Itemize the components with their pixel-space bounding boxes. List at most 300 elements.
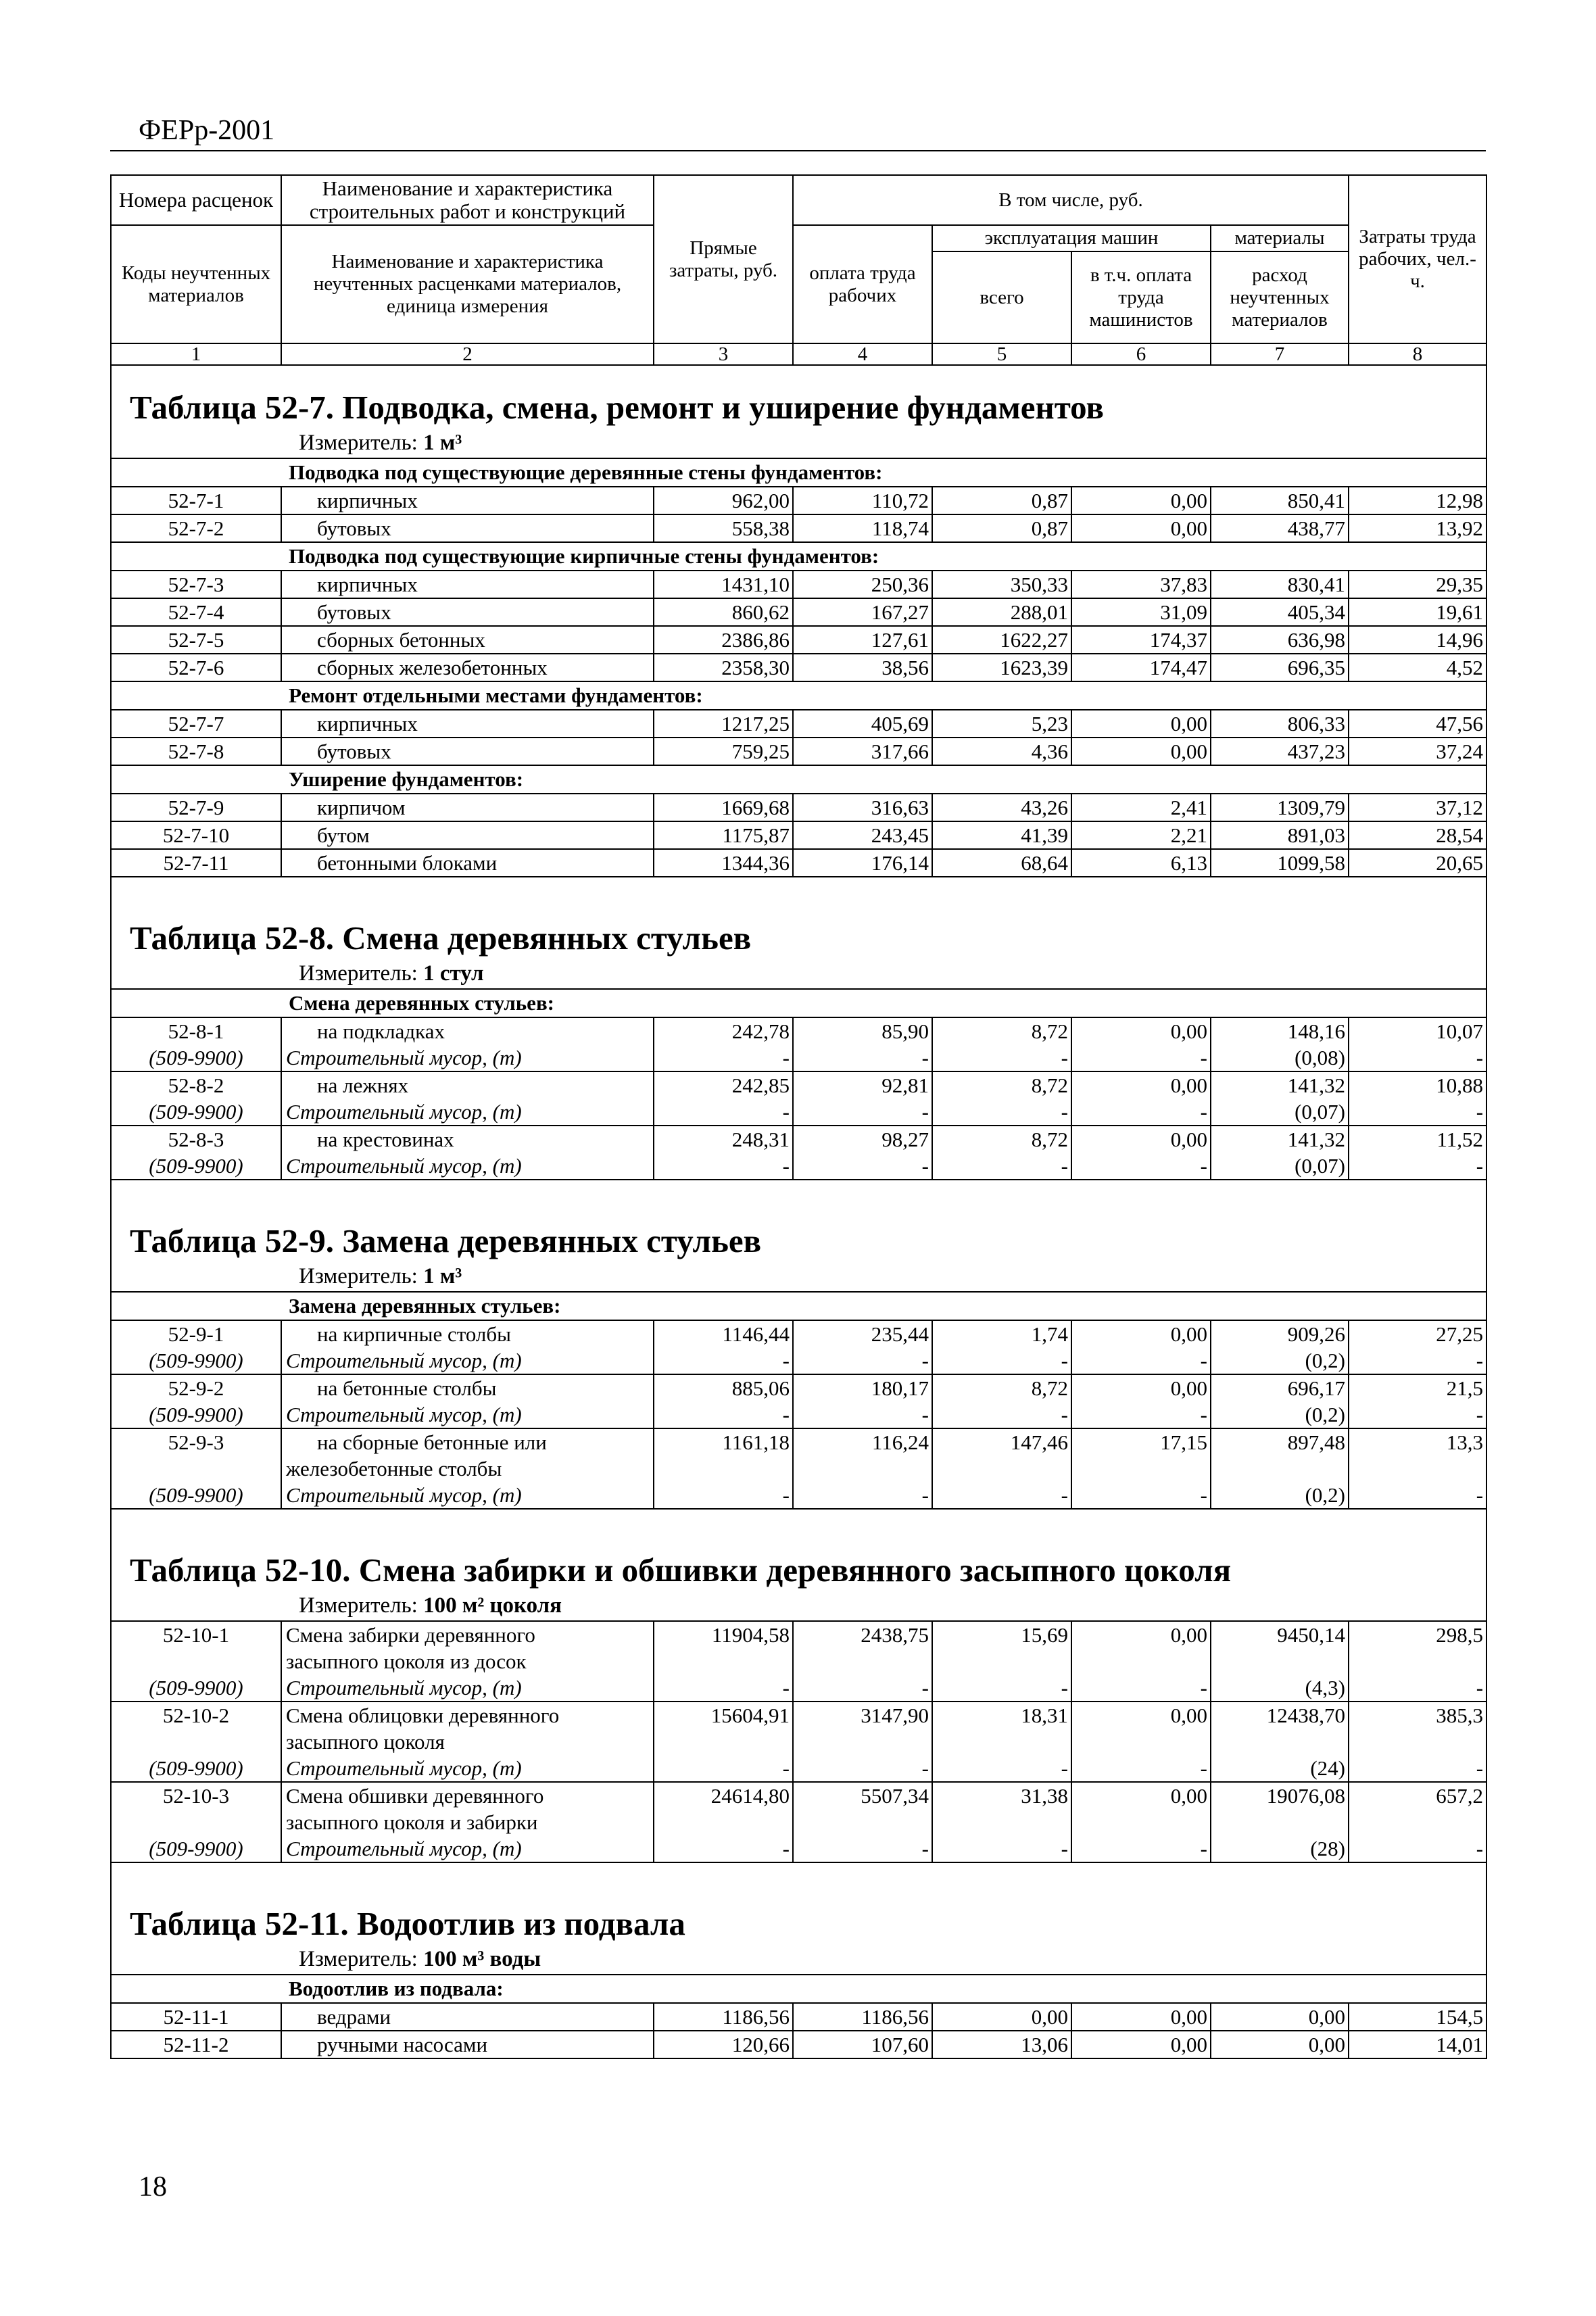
wage-cost: 317,66 bbox=[793, 738, 932, 765]
wage-cost: 85,90 bbox=[793, 1017, 932, 1044]
direct-cost: 860,62 bbox=[654, 598, 793, 626]
materials-cost: 0,00 bbox=[1211, 2031, 1349, 2058]
section-heading: Ремонт отдельными местами фундаментов: bbox=[111, 681, 1486, 710]
header-name-top: Наименование и характеристика строительных работ и конструкций bbox=[281, 175, 654, 225]
machines-wage: 0,00 bbox=[1071, 1374, 1211, 1401]
rate-code: 52-7-7 bbox=[111, 710, 281, 738]
wage-cost: 1186,56 bbox=[793, 2003, 932, 2031]
work-name: на сборные бетонные или bbox=[281, 1428, 654, 1455]
column-number: 1 bbox=[111, 343, 281, 365]
material-machines-wage: - bbox=[1071, 1755, 1211, 1782]
material-name: Строительный мусор, (т) bbox=[281, 1755, 654, 1782]
unit-value: 100 м³ воды bbox=[423, 1947, 541, 1971]
machines-total: 8,72 bbox=[932, 1071, 1071, 1099]
machines-wage: 17,15 bbox=[1071, 1428, 1211, 1455]
direct-cost: 11904,58 bbox=[654, 1621, 793, 1648]
material-name: Строительный мусор, (т) bbox=[281, 1835, 654, 1862]
materials-cost: 141,32 bbox=[1211, 1126, 1349, 1153]
table-52-7 bbox=[110, 366, 1487, 896]
table-row bbox=[111, 1126, 1486, 1153]
materials-cost: 9450,14 bbox=[1211, 1621, 1349, 1648]
labor-hours: 154,5 bbox=[1349, 2003, 1486, 2031]
wage-cost: 167,27 bbox=[793, 598, 932, 626]
material-direct-cost: - bbox=[654, 1835, 793, 1862]
work-name: ведрами bbox=[281, 2003, 654, 2031]
header-direct-costs: Прямые затраты, руб. bbox=[654, 175, 793, 343]
machines-total: 43,26 bbox=[932, 794, 1071, 821]
machines-wage: 0,00 bbox=[1071, 2031, 1211, 2058]
machines-total: 0,87 bbox=[932, 487, 1071, 514]
machines-wage: 0,00 bbox=[1071, 1071, 1211, 1099]
table-row bbox=[111, 1320, 1486, 1347]
material-wage-cost: - bbox=[793, 1835, 932, 1862]
direct-cost: 1161,18 bbox=[654, 1428, 793, 1455]
wage-cost: 116,24 bbox=[793, 1428, 932, 1455]
table-row bbox=[111, 849, 1486, 877]
header-name-bottom: Наименование и характеристика неучтенных расценками материалов, единица измерения bbox=[281, 225, 654, 343]
rate-code: 52-7-11 bbox=[111, 849, 281, 877]
material-name: Строительный мусор, (т) bbox=[281, 1482, 654, 1509]
rate-code: 52-11-1 bbox=[111, 2003, 281, 2031]
unit-value: 100 м² цоколя bbox=[423, 1593, 562, 1618]
work-name: на лежнях bbox=[281, 1071, 654, 1099]
direct-cost: 24614,80 bbox=[654, 1782, 793, 1809]
work-name: Смена облицовки деревянного bbox=[281, 1702, 654, 1729]
rate-code: 52-7-2 bbox=[111, 514, 281, 542]
table-row bbox=[111, 1702, 1486, 1729]
wage-cost: 250,36 bbox=[793, 571, 932, 598]
rate-code: 52-8-1 bbox=[111, 1017, 281, 1044]
header-wage: оплата труда рабочих bbox=[793, 225, 932, 343]
rate-code: 52-8-3 bbox=[111, 1126, 281, 1153]
material-wage-cost: - bbox=[793, 1482, 932, 1509]
material-labor-hours: - bbox=[1349, 1153, 1486, 1180]
machines-wage: 0,00 bbox=[1071, 1782, 1211, 1809]
machines-wage: 0,00 bbox=[1071, 1702, 1211, 1729]
header-materials: материалы bbox=[1211, 225, 1349, 251]
column-number: 3 bbox=[654, 343, 793, 365]
work-name: кирпичных bbox=[281, 710, 654, 738]
materials-cost: 438,77 bbox=[1211, 514, 1349, 542]
work-name: кирпичных bbox=[281, 571, 654, 598]
material-machines-wage: - bbox=[1071, 1153, 1211, 1180]
material-materials-cost: (0,07) bbox=[1211, 1153, 1349, 1180]
table-row bbox=[111, 598, 1486, 626]
materials-cost: 696,35 bbox=[1211, 654, 1349, 681]
material-direct-cost: - bbox=[654, 1099, 793, 1126]
work-name: бутом bbox=[281, 821, 654, 849]
rate-code: 52-9-2 bbox=[111, 1374, 281, 1401]
table-row bbox=[111, 2003, 1486, 2031]
rate-code: 52-11-2 bbox=[111, 2031, 281, 2058]
material-direct-cost: - bbox=[654, 1347, 793, 1374]
section-heading: Подводка под существующие деревянные стены фундаментов: bbox=[111, 458, 1486, 487]
section-heading: Водоотлив из подвала: bbox=[111, 1975, 1486, 2003]
material-row bbox=[111, 1044, 1486, 1071]
column-number: 6 bbox=[1071, 343, 1211, 365]
wage-cost: 3147,90 bbox=[793, 1702, 932, 1729]
labor-hours: 10,88 bbox=[1349, 1071, 1486, 1099]
machines-total: 1622,27 bbox=[932, 626, 1071, 654]
table-title: Таблица 52-7. Подводка, смена, ремонт и уширение фундаментов bbox=[111, 366, 1486, 428]
machines-wage: 0,00 bbox=[1071, 487, 1211, 514]
materials-cost: 909,26 bbox=[1211, 1320, 1349, 1347]
work-name-cont: железобетонные столбы bbox=[281, 1455, 654, 1482]
machines-total: 13,06 bbox=[932, 2031, 1071, 2058]
machines-total: 8,72 bbox=[932, 1017, 1071, 1044]
material-machines-total: - bbox=[932, 1482, 1071, 1509]
column-number: 7 bbox=[1211, 343, 1349, 365]
table-row bbox=[111, 626, 1486, 654]
labor-hours: 10,07 bbox=[1349, 1017, 1486, 1044]
material-code: (509-9900) bbox=[111, 1482, 281, 1509]
rate-tables bbox=[110, 366, 1486, 2059]
rate-code: 52-10-2 bbox=[111, 1702, 281, 1729]
labor-hours: 13,3 bbox=[1349, 1428, 1486, 1455]
machines-wage: 37,83 bbox=[1071, 571, 1211, 598]
rate-code: 52-7-5 bbox=[111, 626, 281, 654]
material-machines-wage: - bbox=[1071, 1099, 1211, 1126]
material-wage-cost: - bbox=[793, 1401, 932, 1428]
machines-wage: 2,41 bbox=[1071, 794, 1211, 821]
material-row bbox=[111, 1099, 1486, 1126]
materials-cost: 405,34 bbox=[1211, 598, 1349, 626]
material-machines-wage: - bbox=[1071, 1401, 1211, 1428]
material-machines-total: - bbox=[932, 1153, 1071, 1180]
table-unit bbox=[111, 959, 1486, 989]
rate-code: 52-8-2 bbox=[111, 1071, 281, 1099]
section-heading: Замена деревянных стульев: bbox=[111, 1292, 1486, 1320]
materials-cost: 148,16 bbox=[1211, 1017, 1349, 1044]
machines-wage: 0,00 bbox=[1071, 1621, 1211, 1648]
work-name: ручными насосами bbox=[281, 2031, 654, 2058]
table-row bbox=[111, 487, 1486, 514]
materials-cost: 636,98 bbox=[1211, 626, 1349, 654]
labor-hours: 47,56 bbox=[1349, 710, 1486, 738]
direct-cost: 248,31 bbox=[654, 1126, 793, 1153]
direct-cost: 2358,30 bbox=[654, 654, 793, 681]
direct-cost: 1669,68 bbox=[654, 794, 793, 821]
running-head: ФЕРр-2001 bbox=[139, 115, 275, 146]
labor-hours: 14,01 bbox=[1349, 2031, 1486, 2058]
direct-cost: 759,25 bbox=[654, 738, 793, 765]
machines-wage: 0,00 bbox=[1071, 2003, 1211, 2031]
material-materials-cost: (28) bbox=[1211, 1835, 1349, 1862]
material-row bbox=[111, 1835, 1486, 1862]
material-materials-cost: (0,2) bbox=[1211, 1401, 1349, 1428]
table-unit bbox=[111, 1591, 1486, 1621]
materials-cost: 437,23 bbox=[1211, 738, 1349, 765]
machines-wage: 0,00 bbox=[1071, 710, 1211, 738]
direct-cost: 1344,36 bbox=[654, 849, 793, 877]
header-materials-use: расход неучтенных материалов bbox=[1211, 251, 1349, 343]
material-materials-cost: (4,3) bbox=[1211, 1674, 1349, 1702]
direct-cost: 15604,91 bbox=[654, 1702, 793, 1729]
direct-cost: 1146,44 bbox=[654, 1320, 793, 1347]
material-machines-wage: - bbox=[1071, 1835, 1211, 1862]
section-heading: Уширение фундаментов: bbox=[111, 765, 1486, 794]
material-code: (509-9900) bbox=[111, 1044, 281, 1071]
material-name: Строительный мусор, (т) bbox=[281, 1099, 654, 1126]
material-materials-cost: (0,2) bbox=[1211, 1347, 1349, 1374]
machines-total: 15,69 bbox=[932, 1621, 1071, 1648]
work-name: бутовых bbox=[281, 738, 654, 765]
material-direct-cost: - bbox=[654, 1674, 793, 1702]
header-including: В том числе, руб. bbox=[793, 175, 1349, 225]
materials-cost: 806,33 bbox=[1211, 710, 1349, 738]
direct-cost: 1217,25 bbox=[654, 710, 793, 738]
unit-value: 1 м³ bbox=[423, 431, 462, 455]
material-materials-cost: (0,2) bbox=[1211, 1482, 1349, 1509]
wage-cost: 5507,34 bbox=[793, 1782, 932, 1809]
table-row bbox=[111, 571, 1486, 598]
material-name: Строительный мусор, (т) bbox=[281, 1347, 654, 1374]
wage-cost: 38,56 bbox=[793, 654, 932, 681]
materials-cost: 897,48 bbox=[1211, 1428, 1349, 1455]
machines-total: 1,74 bbox=[932, 1320, 1071, 1347]
table-52-10 bbox=[110, 1528, 1487, 1882]
wage-cost: 243,45 bbox=[793, 821, 932, 849]
table-row bbox=[111, 1428, 1486, 1455]
labor-hours: 37,12 bbox=[1349, 794, 1486, 821]
unit-label: Измеритель: bbox=[299, 1947, 418, 1971]
table-row bbox=[111, 1374, 1486, 1401]
material-wage-cost: - bbox=[793, 1044, 932, 1071]
header-machines: эксплуатация машин bbox=[932, 225, 1211, 251]
work-name: Смена обшивки деревянного bbox=[281, 1782, 654, 1809]
labor-hours: 21,5 bbox=[1349, 1374, 1486, 1401]
material-machines-total: - bbox=[932, 1674, 1071, 1702]
unit-value: 1 стул bbox=[423, 961, 484, 986]
wage-cost: 235,44 bbox=[793, 1320, 932, 1347]
materials-cost: 12438,70 bbox=[1211, 1702, 1349, 1729]
machines-total: 41,39 bbox=[932, 821, 1071, 849]
machines-wage: 0,00 bbox=[1071, 514, 1211, 542]
table-row bbox=[111, 1017, 1486, 1044]
wage-cost: 180,17 bbox=[793, 1374, 932, 1401]
rate-code: 52-9-1 bbox=[111, 1320, 281, 1347]
unit-label: Измеритель: bbox=[299, 1264, 418, 1288]
work-name-cont: засыпного цоколя bbox=[281, 1729, 654, 1755]
material-machines-total: - bbox=[932, 1755, 1071, 1782]
document-body bbox=[110, 174, 1486, 2059]
work-name: кирпичных bbox=[281, 487, 654, 514]
work-name: бутовых bbox=[281, 598, 654, 626]
machines-total: 31,38 bbox=[932, 1782, 1071, 1809]
material-machines-wage: - bbox=[1071, 1674, 1211, 1702]
material-wage-cost: - bbox=[793, 1099, 932, 1126]
machines-total: 1623,39 bbox=[932, 654, 1071, 681]
table-row-continuation bbox=[111, 1455, 1486, 1482]
material-row bbox=[111, 1347, 1486, 1374]
wage-cost: 127,61 bbox=[793, 626, 932, 654]
header-labor: Затраты труда рабочих, чел.-ч. bbox=[1349, 175, 1486, 343]
table-unit bbox=[111, 1261, 1486, 1292]
machines-wage: 0,00 bbox=[1071, 1126, 1211, 1153]
unit-label: Измеритель: bbox=[299, 431, 418, 455]
material-row bbox=[111, 1482, 1486, 1509]
material-row bbox=[111, 1755, 1486, 1782]
material-machines-wage: - bbox=[1071, 1347, 1211, 1374]
column-number: 4 bbox=[793, 343, 932, 365]
direct-cost: 1186,56 bbox=[654, 2003, 793, 2031]
section-heading: Подводка под существующие кирпичные стены фундаментов: bbox=[111, 542, 1486, 571]
labor-hours: 20,65 bbox=[1349, 849, 1486, 877]
table-row-continuation bbox=[111, 1729, 1486, 1755]
material-machines-total: - bbox=[932, 1099, 1071, 1126]
material-materials-cost: (0,08) bbox=[1211, 1044, 1349, 1071]
material-name: Строительный мусор, (т) bbox=[281, 1401, 654, 1428]
header-machines-wage: в т.ч. оплата труда машинистов bbox=[1071, 251, 1211, 343]
column-number: 5 bbox=[932, 343, 1071, 365]
wage-cost: 92,81 bbox=[793, 1071, 932, 1099]
material-code: (509-9900) bbox=[111, 1401, 281, 1428]
material-name: Строительный мусор, (т) bbox=[281, 1674, 654, 1702]
material-code: (509-9900) bbox=[111, 1755, 281, 1782]
work-name: на бетонные столбы bbox=[281, 1374, 654, 1401]
table-unit bbox=[111, 428, 1486, 458]
machines-wage: 0,00 bbox=[1071, 1017, 1211, 1044]
machines-wage: 174,47 bbox=[1071, 654, 1211, 681]
machines-wage: 0,00 bbox=[1071, 1320, 1211, 1347]
rate-code: 52-7-3 bbox=[111, 571, 281, 598]
section-heading: Смена деревянных стульев: bbox=[111, 989, 1486, 1017]
machines-total: 4,36 bbox=[932, 738, 1071, 765]
machines-total: 8,72 bbox=[932, 1374, 1071, 1401]
rate-code: 52-9-3 bbox=[111, 1428, 281, 1455]
material-materials-cost: (24) bbox=[1211, 1755, 1349, 1782]
material-row bbox=[111, 1153, 1486, 1180]
table-row bbox=[111, 738, 1486, 765]
material-labor-hours: - bbox=[1349, 1755, 1486, 1782]
table-52-11 bbox=[110, 1882, 1487, 2059]
material-materials-cost: (0,07) bbox=[1211, 1099, 1349, 1126]
rate-code: 52-10-1 bbox=[111, 1621, 281, 1648]
direct-cost: 1431,10 bbox=[654, 571, 793, 598]
direct-cost: 885,06 bbox=[654, 1374, 793, 1401]
material-labor-hours: - bbox=[1349, 1044, 1486, 1071]
rate-code: 52-7-9 bbox=[111, 794, 281, 821]
table-row bbox=[111, 654, 1486, 681]
material-direct-cost: - bbox=[654, 1755, 793, 1782]
machines-total: 0,87 bbox=[932, 514, 1071, 542]
materials-cost: 1099,58 bbox=[1211, 849, 1349, 877]
wage-cost: 118,74 bbox=[793, 514, 932, 542]
material-code: (509-9900) bbox=[111, 1674, 281, 1702]
table-title: Таблица 52-8. Смена деревянных стульев bbox=[111, 896, 1486, 959]
direct-cost: 2386,86 bbox=[654, 626, 793, 654]
materials-cost: 891,03 bbox=[1211, 821, 1349, 849]
material-row bbox=[111, 1674, 1486, 1702]
direct-cost: 1175,87 bbox=[654, 821, 793, 849]
machines-total: 68,64 bbox=[932, 849, 1071, 877]
work-name: кирпичом bbox=[281, 794, 654, 821]
material-machines-total: - bbox=[932, 1401, 1071, 1428]
table-title: Таблица 52-10. Смена забирки и обшивки деревянного засыпного цоколя bbox=[111, 1528, 1486, 1591]
work-name: сборных железобетонных bbox=[281, 654, 654, 681]
header-codes-top: Номера расценок bbox=[111, 175, 281, 225]
material-direct-cost: - bbox=[654, 1401, 793, 1428]
materials-cost: 19076,08 bbox=[1211, 1782, 1349, 1809]
header-rule bbox=[110, 150, 1486, 151]
column-number: 8 bbox=[1349, 343, 1486, 365]
materials-cost: 0,00 bbox=[1211, 2003, 1349, 2031]
table-row bbox=[111, 821, 1486, 849]
direct-cost: 120,66 bbox=[654, 2031, 793, 2058]
table-52-8 bbox=[110, 896, 1487, 1199]
machines-wage: 0,00 bbox=[1071, 738, 1211, 765]
page-number: 18 bbox=[139, 2171, 167, 2202]
labor-hours: 385,3 bbox=[1349, 1702, 1486, 1729]
unit-label: Измеритель: bbox=[299, 1593, 418, 1618]
material-code: (509-9900) bbox=[111, 1835, 281, 1862]
table-row-continuation bbox=[111, 1648, 1486, 1674]
material-labor-hours: - bbox=[1349, 1099, 1486, 1126]
rate-code: 52-10-3 bbox=[111, 1782, 281, 1809]
labor-hours: 12,98 bbox=[1349, 487, 1486, 514]
work-name-cont: засыпного цоколя и забирки bbox=[281, 1809, 654, 1835]
direct-cost: 242,85 bbox=[654, 1071, 793, 1099]
machines-wage: 2,21 bbox=[1071, 821, 1211, 849]
table-title: Таблица 52-11. Водоотлив из подвала bbox=[111, 1882, 1486, 1944]
table-row bbox=[111, 1782, 1486, 1809]
material-wage-cost: - bbox=[793, 1674, 932, 1702]
material-code: (509-9900) bbox=[111, 1153, 281, 1180]
labor-hours: 4,52 bbox=[1349, 654, 1486, 681]
material-machines-wage: - bbox=[1071, 1482, 1211, 1509]
labor-hours: 29,35 bbox=[1349, 571, 1486, 598]
wage-cost: 107,60 bbox=[793, 2031, 932, 2058]
material-labor-hours: - bbox=[1349, 1347, 1486, 1374]
wage-cost: 316,63 bbox=[793, 794, 932, 821]
material-machines-total: - bbox=[932, 1835, 1071, 1862]
unit-label: Измеритель: bbox=[299, 961, 418, 986]
wage-cost: 110,72 bbox=[793, 487, 932, 514]
column-header-table bbox=[110, 174, 1487, 366]
labor-hours: 298,5 bbox=[1349, 1621, 1486, 1648]
rate-code: 52-7-6 bbox=[111, 654, 281, 681]
machines-wage: 31,09 bbox=[1071, 598, 1211, 626]
material-machines-total: - bbox=[932, 1347, 1071, 1374]
material-labor-hours: - bbox=[1349, 1482, 1486, 1509]
direct-cost: 558,38 bbox=[654, 514, 793, 542]
materials-cost: 141,32 bbox=[1211, 1071, 1349, 1099]
material-wage-cost: - bbox=[793, 1347, 932, 1374]
machines-total: 147,46 bbox=[932, 1428, 1071, 1455]
materials-cost: 1309,79 bbox=[1211, 794, 1349, 821]
labor-hours: 13,92 bbox=[1349, 514, 1486, 542]
column-number: 2 bbox=[281, 343, 654, 365]
labor-hours: 657,2 bbox=[1349, 1782, 1486, 1809]
rate-code: 52-7-4 bbox=[111, 598, 281, 626]
table-row-continuation bbox=[111, 1809, 1486, 1835]
header-codes-bottom: Коды неучтенных материалов bbox=[111, 225, 281, 343]
wage-cost: 2438,75 bbox=[793, 1621, 932, 1648]
rate-code: 52-7-1 bbox=[111, 487, 281, 514]
table-row bbox=[111, 1071, 1486, 1099]
material-labor-hours: - bbox=[1349, 1674, 1486, 1702]
machines-wage: 6,13 bbox=[1071, 849, 1211, 877]
work-name: бетонными блоками bbox=[281, 849, 654, 877]
labor-hours: 14,96 bbox=[1349, 626, 1486, 654]
table-row bbox=[111, 710, 1486, 738]
table-row bbox=[111, 1621, 1486, 1648]
work-name: сборных бетонных bbox=[281, 626, 654, 654]
material-machines-wage: - bbox=[1071, 1044, 1211, 1071]
direct-cost: 962,00 bbox=[654, 487, 793, 514]
material-labor-hours: - bbox=[1349, 1401, 1486, 1428]
work-name: Смена забирки деревянного bbox=[281, 1621, 654, 1648]
